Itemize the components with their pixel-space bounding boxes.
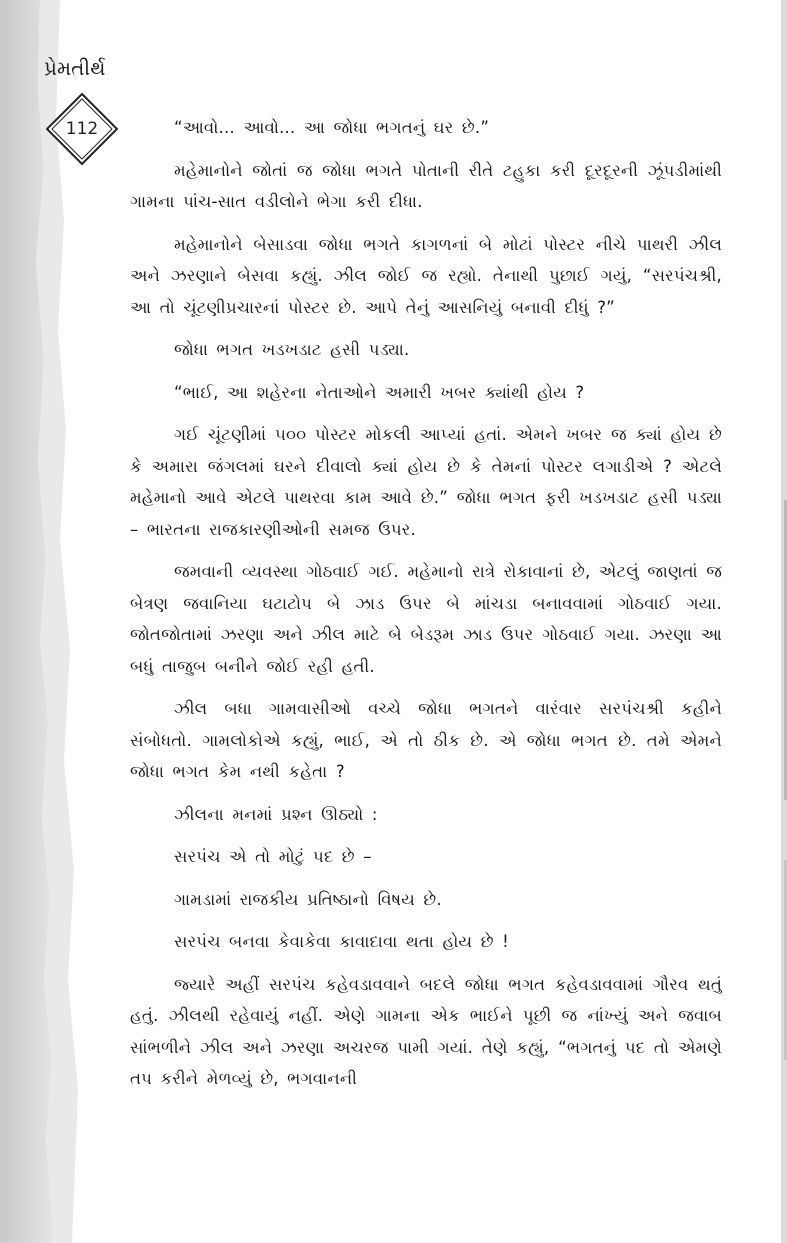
paragraph-7: જમવાની વ્યવસ્થા ગોઠવાઈ ગઈ. મહેમાનો રાત્રે રોકાવાનાં છે, એટલું જાણતાં જ બેત્રણ જવાનિયા ઘટાટોપ બે ઝાડ ઉપર બે માંચડા બનાવવામાં ગોઠવાઈ ગયા. જોતજોતામાં ઝરણા અને ઝીલ માટે બે બેડરૂમ ઝાડ ઉપર ગોઠવાઈ ગયા. ઝરણા આ બધું તાજુબ બનીને જોઈ રહી હતી. [130,562,722,676]
paragraph-3: મહેમાનોને બેસાડવા જોધા ભગતે કાગળનાં બે મોટાં પોસ્ટર નીચે પાથરી ઝીલ અને ઝરણાને બેસવા કહ્યું. ઝીલ જોઈ જ રહ્યો. તેનાથી પુછાઈ ગયું, “સરપંચશ્રી, આ તો ચૂંટણીપ્રચારનાં પોસ્ટર છે. આપે તેનું આસનિયું બનાવી દીધું ?” [130,234,722,317]
paragraph-2: મહેમાનોને જોતાં જ જોધા ભગતે પોતાની રીતે ટહુકા કરી દૂરદૂરની ઝૂંપડીમાંથી ગામના પાંચ-સાત વડીલોને ભેગા કરી દીધા. [130,160,722,211]
paragraph-9: ઝીલના મનમાં પ્રશ્ન ઊઠ્યો : [174,804,378,824]
right-edge-shadow [775,0,787,1243]
page-edge-shading [0,0,130,1243]
paragraph-13: જ્યારે અહીં સરપંચ કહેવડાવવાને બદલે જોધા ભગત કહેવડાવવામાં ગૌરવ થતું હતું. ઝીલથી રહેવાયું નહીં. એણે ગામના એક ભાઈને પૂછી જ નાંખ્યું અને જવાબ સાંભળીને ઝીલ અને ઝરણા અચરજ પામી ગયાં. તેણે કહ્યું, “ભગતનું પદ તો એમણે તપ કરીને મેળવ્યું છે, ભગવાનની [130,974,722,1088]
page-body [130,112,722,1095]
paragraph-4: જોધા ભગત ખડખડાટ હસી પડ્યા. [174,340,410,359]
paragraph-6: ગઈ ચૂંટણીમાં ૫૦૦ પોસ્ટર મોકલી આપ્યાં હતાં. એમને ખબર જ ક્યાં હોય છે કે અમારા જંગલમાં ઘરને દીવાલો ક્યાં હોય છે કે તેમનાં પોસ્ટર લગાડીએ ? એટલે મહેમાનો આવે એટલે પાથરવા કામ આવે છે.” જોધા ભગત ફરી ખડખડાટ હસી પડ્યા – ભારતના રાજકારણીઓની સમજ ઉપર. [130,425,722,539]
page-number: 112 [65,119,99,139]
paragraph-8: ઝીલ બધા ગામવાસીઓ વચ્ચે જોધા ભગતને વારંવાર સરપંચશ્રી કહીને સંબોધતો. ગામલોકોએ કહ્યું, ભાઈ, એ તો ઠીક છે. એ જોધા ભગત છે. તમે એમને જોધા ભગત કેમ નથી કહેતા ? [130,699,722,781]
paragraph-1: “આવો... આવો... આ જોધા ભગતનું ઘર છે.” [174,118,490,137]
paragraph-10: સરપંચ એ તો મોટું પદ છે – [174,847,372,866]
paragraph-11: ગામડામાં રાજકીય પ્રતિષ્ઠાનો વિષય છે. [174,889,442,909]
page-number-badge [46,93,118,165]
book-title: પ્રેમતીર્થ [44,56,106,80]
paragraph-5: “ભાઈ, આ શહેરના નેતાઓને અમારી ખબર ક્યાંથી હોય ? [174,382,585,402]
paragraph-12: સરપંચ બનવા કેવાકેવા કાવાદાવા થતા હોય છે ! [174,932,509,951]
